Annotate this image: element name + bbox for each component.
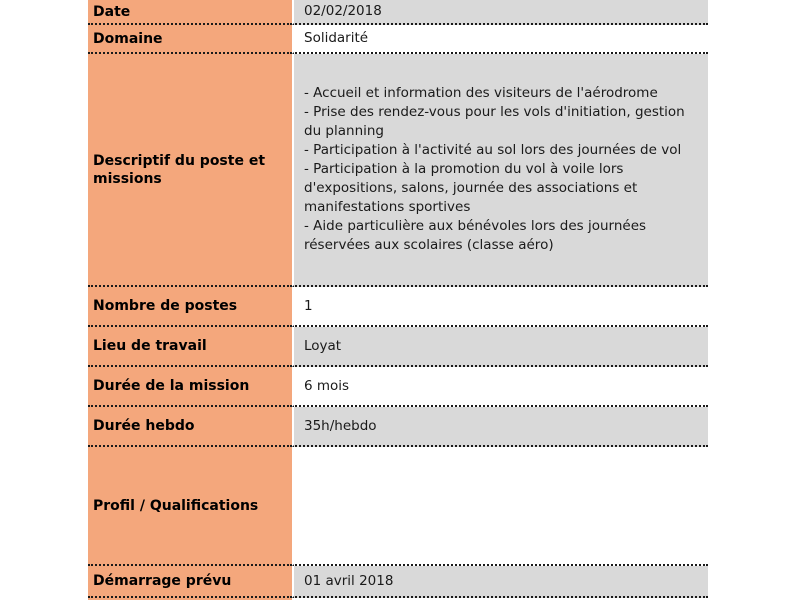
row-label: Démarrage prévu	[88, 566, 292, 598]
row-value: Solidarité	[292, 25, 708, 54]
table-row	[88, 447, 708, 566]
job-posting-table	[88, 0, 708, 600]
row-value: 1	[292, 287, 708, 327]
table-row	[88, 54, 708, 287]
row-value	[292, 54, 708, 287]
row-value: 6 mois	[292, 367, 708, 407]
table-row	[88, 566, 708, 598]
mission-bullet: - Accueil et information des visiteurs de l'aérodrome	[304, 85, 658, 101]
row-value: Loyat	[292, 327, 708, 367]
row-value	[292, 447, 708, 566]
row-value: 35h/hebdo	[292, 407, 708, 447]
row-value: 02/02/2018	[292, 0, 708, 25]
table-row	[88, 407, 708, 447]
table-row	[88, 287, 708, 327]
mission-bullet: - Aide particulière aux bénévoles lors des journées réservées aux scolaires (classe aéro)	[304, 218, 647, 253]
job-posting-table-body	[88, 0, 708, 600]
row-label: Descriptif du poste et missions	[88, 54, 292, 287]
mission-bullet: - Participation à la promotion du vol à voile lors d'expositions, salons, journée des associations et manifestations sportives	[304, 161, 638, 215]
mission-bullet: - Participation à l'activité au sol lors des journées de vol	[304, 142, 682, 158]
row-label: Durée hebdo	[88, 407, 292, 447]
table-row	[88, 25, 708, 54]
row-value: 01 avril 2018	[292, 566, 708, 598]
row-label: Date	[88, 0, 292, 25]
row-label: Lieu de travail	[88, 327, 292, 367]
table-row	[88, 367, 708, 407]
table-row	[88, 0, 708, 25]
row-label: Domaine	[88, 25, 292, 54]
row-label: Profil / Qualifications	[88, 447, 292, 566]
mission-bullet: - Prise des rendez-vous pour les vols d'initiation, gestion du planning	[304, 104, 685, 139]
row-label: Durée de la mission	[88, 367, 292, 407]
table-row	[88, 327, 708, 367]
row-label: Nombre de postes	[88, 287, 292, 327]
